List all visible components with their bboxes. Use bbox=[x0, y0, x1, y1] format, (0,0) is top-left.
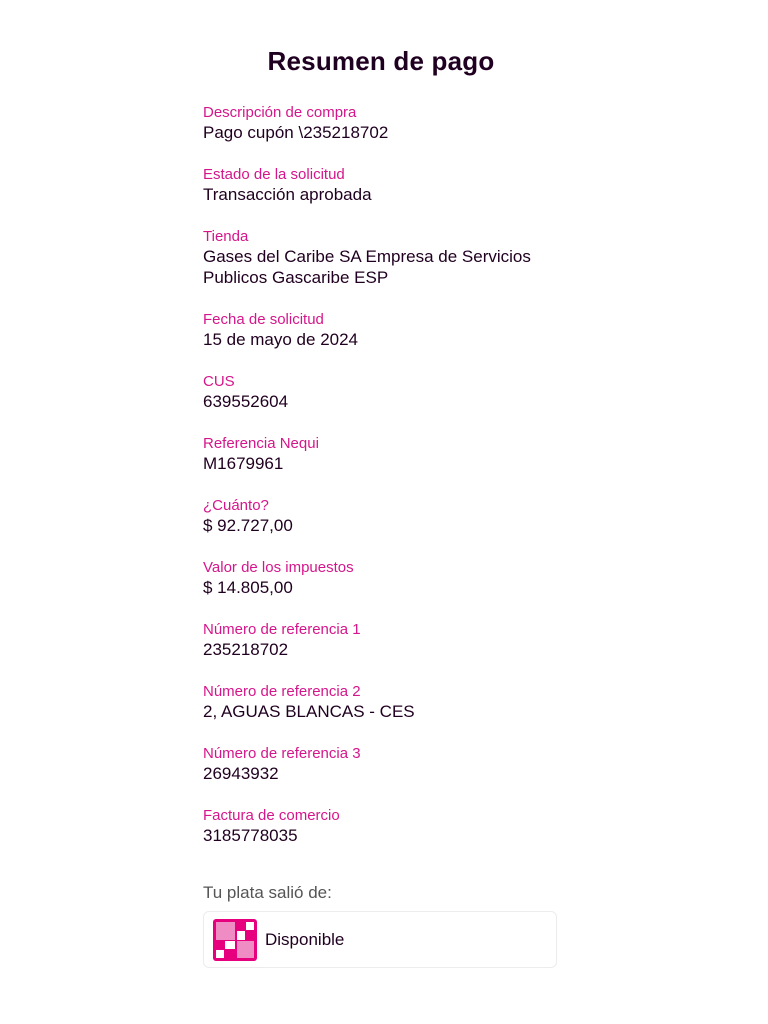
field-value: 235218702 bbox=[203, 640, 289, 659]
field-value: 15 de mayo de 2024 bbox=[203, 330, 359, 349]
field-label: Estado de la solicitud bbox=[203, 166, 345, 183]
field-cus bbox=[203, 372, 583, 412]
field-label: Valor de los impuestos bbox=[203, 559, 354, 576]
field-label: Factura de comercio bbox=[203, 807, 340, 824]
page-title: Resumen de pago bbox=[267, 46, 495, 76]
field-label: Descripción de compra bbox=[203, 104, 357, 121]
field-value: Gases del Caribe SA Empresa de Servicios Publicos Gascaribe ESP bbox=[203, 247, 531, 287]
field-referencia-nequi bbox=[203, 434, 583, 474]
nequi-disponible-icon bbox=[213, 919, 257, 961]
payment-details bbox=[203, 103, 583, 868]
field-value: Transacción aprobada bbox=[203, 185, 372, 204]
field-label: Número de referencia 2 bbox=[203, 683, 361, 700]
source-account-card bbox=[203, 911, 557, 968]
field-estado bbox=[203, 165, 583, 205]
field-label: Referencia Nequi bbox=[203, 435, 319, 452]
field-value: $ 14.805,00 bbox=[203, 578, 293, 597]
field-impuestos bbox=[203, 558, 583, 598]
field-value: M1679961 bbox=[203, 454, 284, 473]
field-referencia-2 bbox=[203, 682, 583, 722]
field-label: CUS bbox=[203, 373, 235, 390]
field-value: 2, AGUAS BLANCAS - CES bbox=[203, 702, 415, 721]
field-value: 26943932 bbox=[203, 764, 279, 783]
field-referencia-3 bbox=[203, 744, 583, 784]
field-tienda bbox=[203, 227, 583, 288]
field-value: Pago cupón \235218702 bbox=[203, 123, 389, 142]
source-account-name: Disponible bbox=[265, 929, 345, 949]
field-value: 3185778035 bbox=[203, 826, 298, 845]
field-label: Número de referencia 3 bbox=[203, 745, 361, 762]
field-label: Tienda bbox=[203, 228, 249, 245]
field-cuanto bbox=[203, 496, 583, 536]
source-label: Tu plata salió de: bbox=[203, 883, 332, 902]
field-value: $ 92.727,00 bbox=[203, 516, 293, 535]
field-label: Fecha de solicitud bbox=[203, 311, 324, 328]
field-fecha bbox=[203, 310, 583, 350]
field-descripcion bbox=[203, 103, 583, 143]
field-referencia-1 bbox=[203, 620, 583, 660]
field-factura bbox=[203, 806, 583, 846]
field-label: ¿Cuánto? bbox=[203, 497, 269, 514]
field-value: 639552604 bbox=[203, 392, 289, 411]
field-label: Número de referencia 1 bbox=[203, 621, 361, 638]
